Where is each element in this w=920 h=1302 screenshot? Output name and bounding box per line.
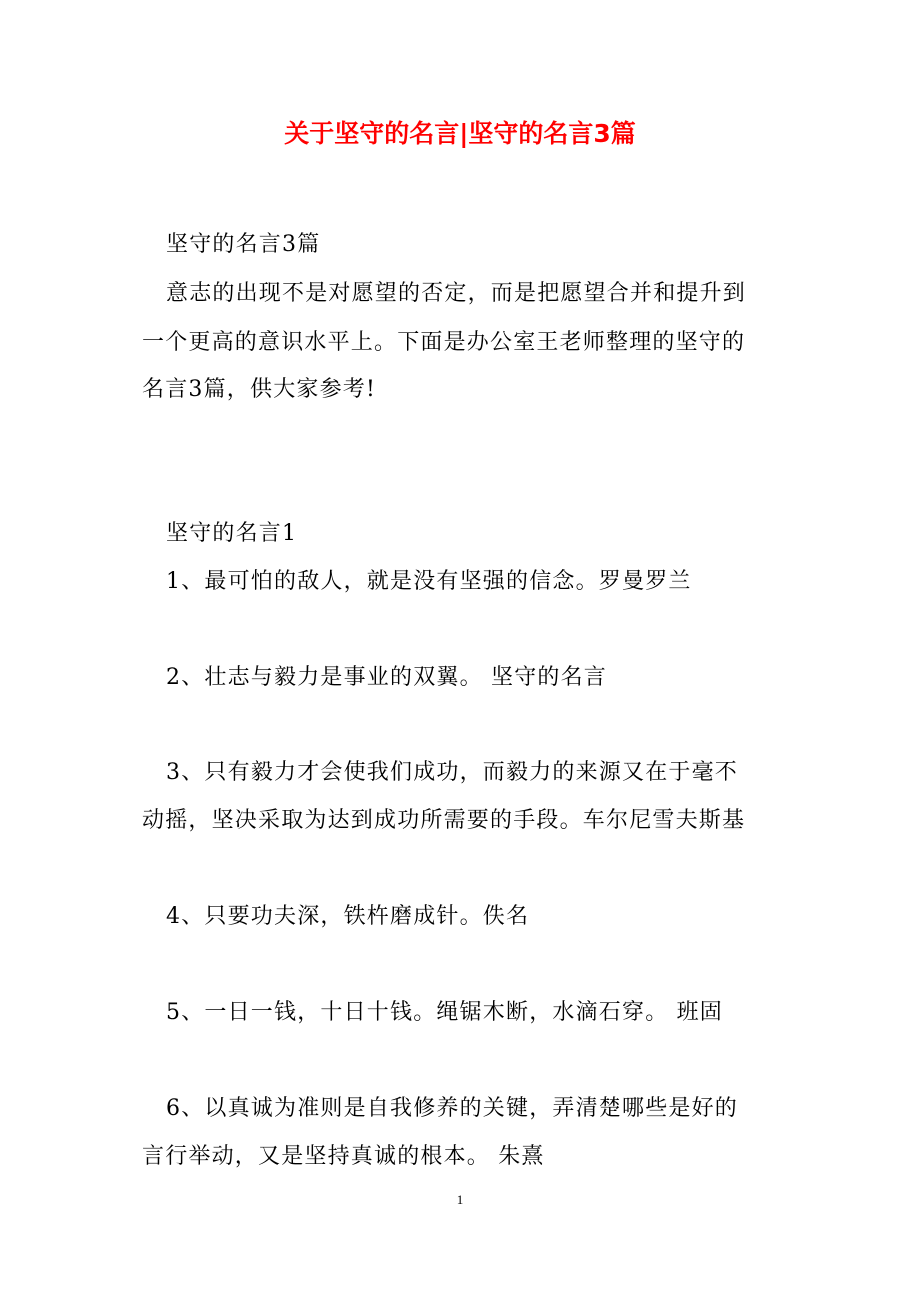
page-number: 1 [456,1192,464,1207]
quote-6-line-2: 言行举动，又是坚持真诚的根本。 朱熹 [142,1144,545,1169]
document-title: 关于坚守的名言|坚守的名言3篇 [284,119,636,148]
quote-5: 5、一日一钱，十日十钱。绳锯木断，水滴石穿。 班固 [166,1000,723,1025]
quote-3-line-1: 3、只有毅力才会使我们成功，而毅力的来源又在于毫不 [166,760,738,785]
quote-2: 2、壮志与毅力是事业的双翼。 坚守的名言 [166,665,607,690]
quote-6-line-1: 6、以真诚为准则是自我修养的关键，弄清楚哪些是好的 [166,1096,738,1121]
intro-line-3: 名言3篇，供大家参考! [142,377,377,402]
intro-line-2: 一个更高的意识水平上。下面是办公室王老师整理的坚守的 [142,330,746,355]
intro-line-1: 意志的出现不是对愿望的否定，而是把愿望合并和提升到 [166,281,747,306]
quote-3-line-2: 动摇，坚决采取为达到成功所需要的手段。车尔尼雪夫斯基 [142,808,746,833]
quote-4: 4、只要功夫深，铁杵磨成针。佚名 [166,904,530,929]
section-heading: 坚守的名言1 [166,521,298,546]
title-container [0,116,920,152]
quote-1: 1、最可怕的敌人，就是没有坚强的信念。罗曼罗兰 [166,569,692,594]
subtitle: 坚守的名言3篇 [166,232,321,257]
